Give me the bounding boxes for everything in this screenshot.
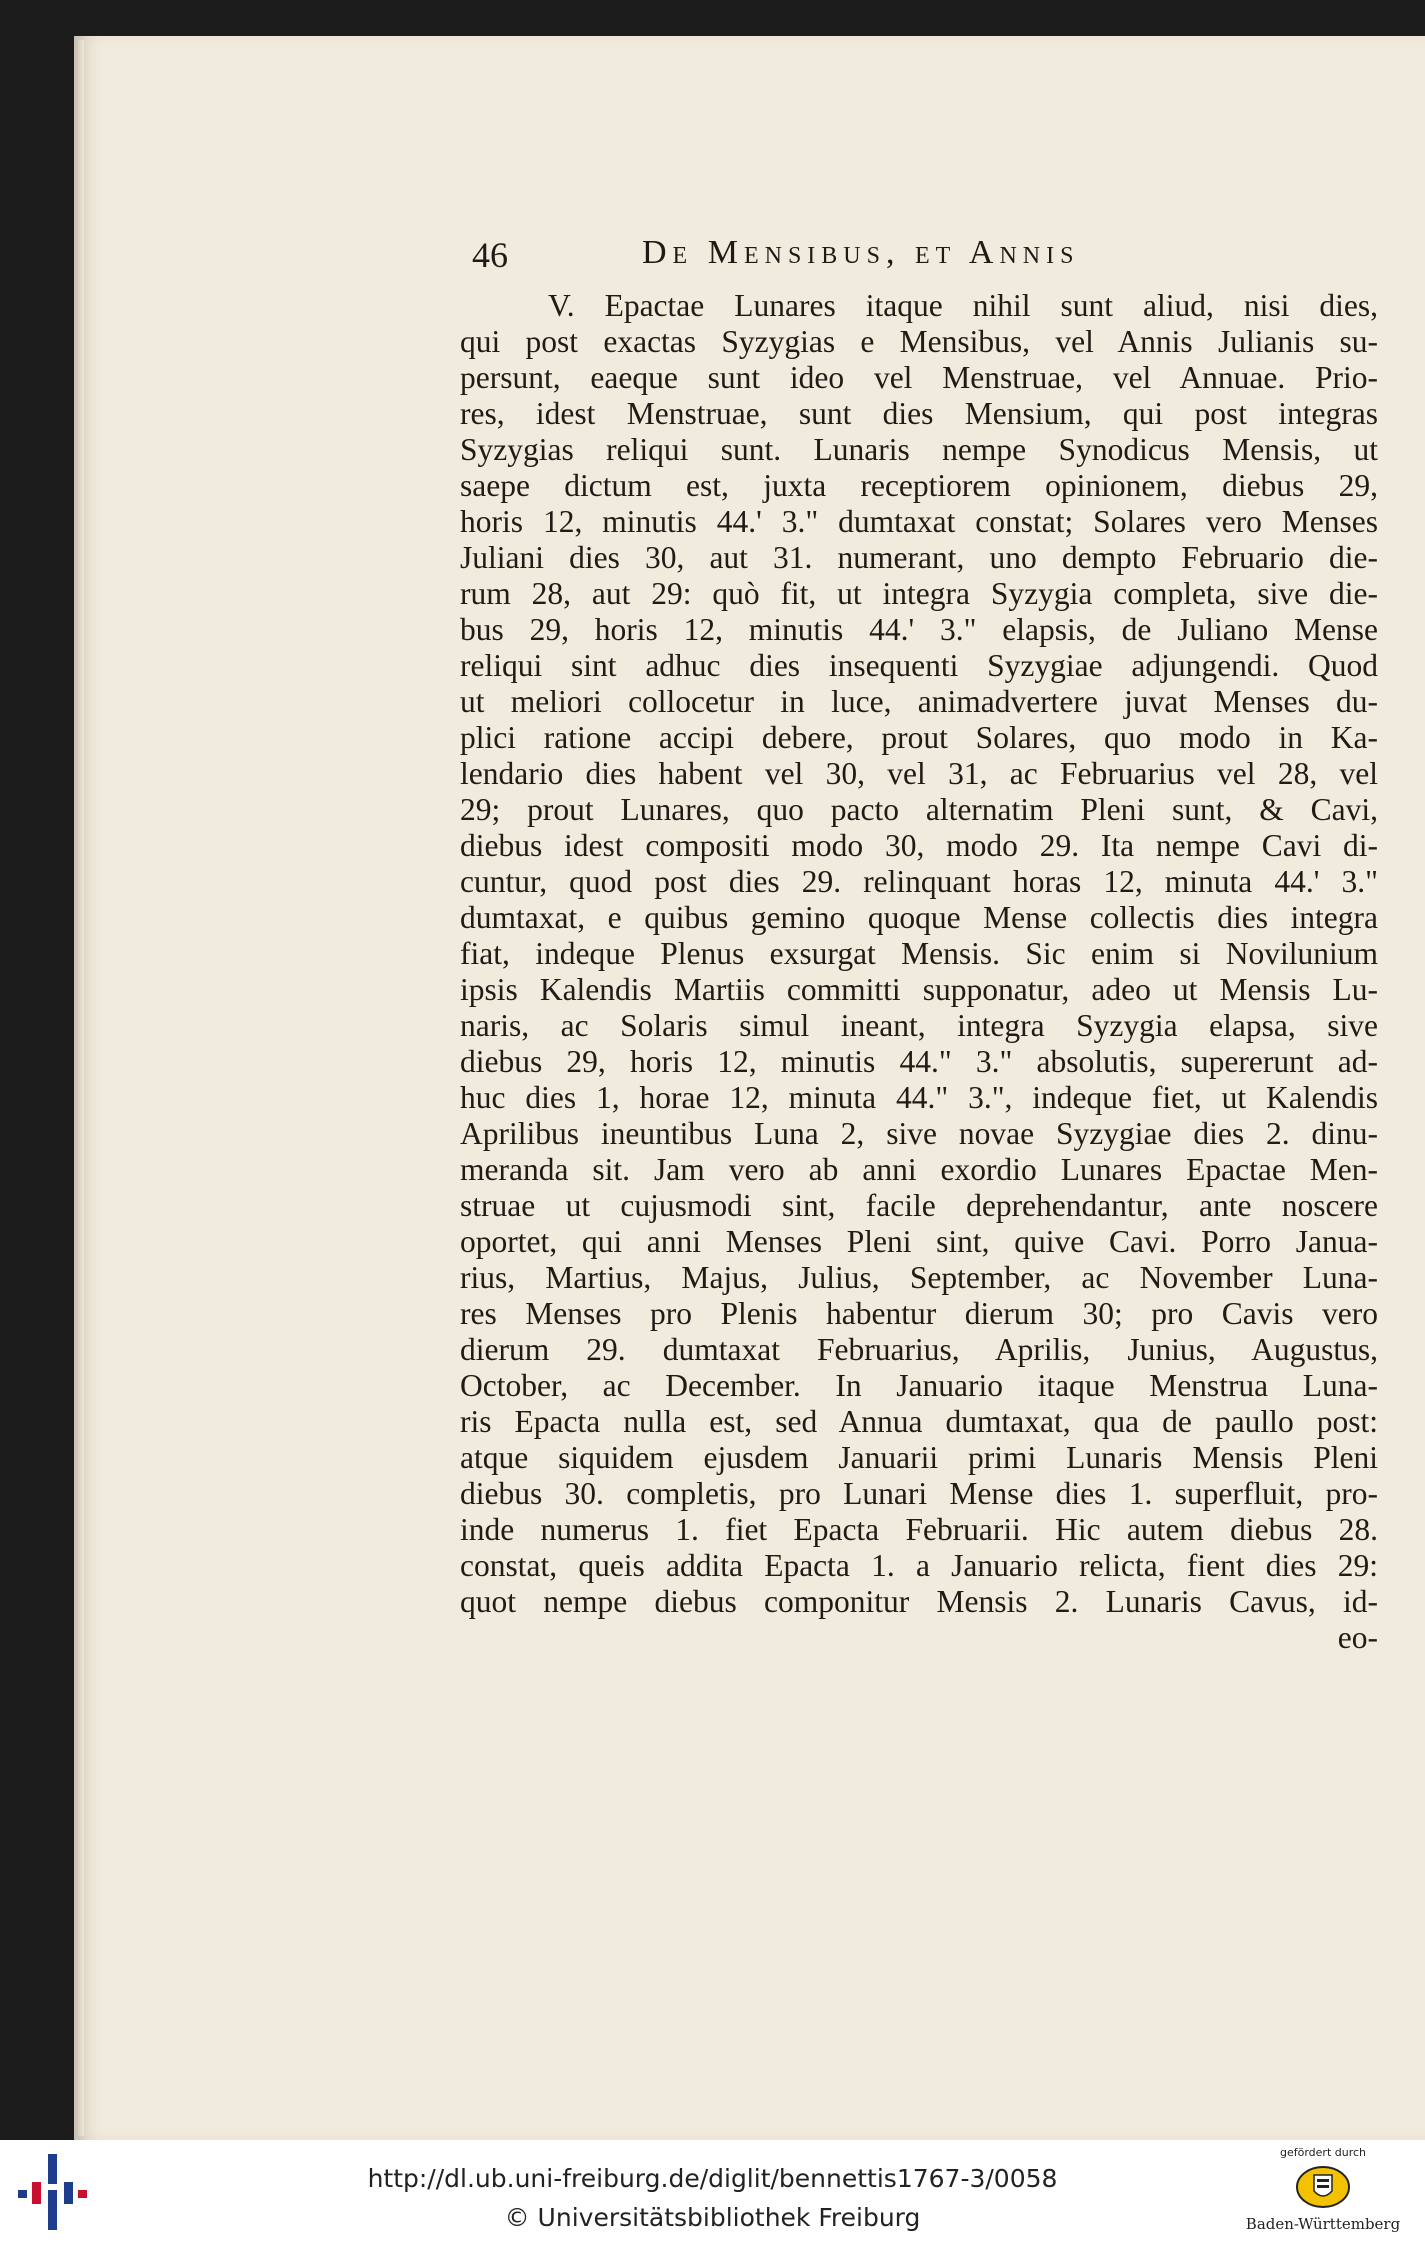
text-line: quot nempe diebus componitur Mensis 2. Lunaris Cavus, id- — [460, 1584, 1378, 1619]
text-line: diebus 30. completis, pro Lunari Mense dies 1. superfluit, pro- — [460, 1476, 1378, 1511]
text-line: diebus 29, horis 12, minutis 44." 3." absolutis, supererunt ad- — [460, 1044, 1378, 1079]
text-line: naris, ac Solaris simul ineant, integra Syzygia elapsa, sive — [460, 1008, 1378, 1043]
coat-of-arms-icon — [1295, 2165, 1351, 2209]
text-line: lendario dies habent vel 30, vel 31, ac Februarius vel 28, vel — [460, 756, 1378, 791]
funder-name: Baden-Württemberg — [1245, 2215, 1401, 2233]
funder-label: gefördert durch — [1279, 2146, 1367, 2159]
text-line: constat, queis addita Epacta 1. a Januario relicta, fient dies 29: — [460, 1548, 1378, 1583]
text-line: meranda sit. Jam vero ab anni exordio Lunares Epactae Men- — [460, 1152, 1378, 1187]
text-line: V. Epactae Lunares itaque nihil sunt aliud, nisi dies, — [548, 288, 1378, 323]
text-line: struae ut cujusmodi sint, facile deprehendantur, ante noscere — [460, 1188, 1378, 1223]
text-line: ut meliori collocetur in luce, animadvertere juvat Menses du- — [460, 684, 1378, 719]
funder-logo — [1228, 2144, 1418, 2240]
text-line: dierum 29. dumtaxat Februarius, Aprilis, Junius, Augustus, — [460, 1332, 1378, 1367]
text-line: res, idest Menstruae, sunt dies Mensium, qui post integras — [460, 396, 1378, 431]
text-line: oportet, qui anni Menses Pleni sint, quive Cavi. Porro Janua- — [460, 1224, 1378, 1259]
text-line: reliqui sint adhuc dies insequenti Syzygiae adjungendi. Quod — [460, 648, 1378, 683]
permalink-url[interactable]: http://dl.ub.uni-freiburg.de/diglit/bennettis1767-3/0058 — [367, 2164, 1058, 2193]
text-line: 29; prout Lunares, quo pacto alternatim Pleni sunt, & Cavi, — [460, 792, 1378, 827]
text-line: horis 12, minutis 44.' 3." dumtaxat constat; Solares vero Menses — [460, 504, 1378, 539]
text-line: dumtaxat, e quibus gemino quoque Mense collectis dies integra — [460, 900, 1378, 935]
text-line: res Menses pro Plenis habentur dierum 30; pro Cavis vero — [460, 1296, 1378, 1331]
text-line: eo- — [1337, 1620, 1378, 1655]
text-line: ipsis Kalendis Martiis committi supponatur, adeo ut Mensis Lu- — [460, 972, 1378, 1007]
text-line: persunt, eaeque sunt ideo vel Menstruae, vel Annuae. Prio- — [460, 360, 1378, 395]
running-title: De Mensibus, et Annis — [642, 234, 1080, 271]
text-line: Aprilibus ineuntibus Luna 2, sive novae Syzygiae dies 2. dinu- — [460, 1116, 1378, 1151]
text-line: huc dies 1, horae 12, minuta 44." 3.", indeque fiet, ut Kalendis — [460, 1080, 1378, 1115]
text-line: rius, Martius, Majus, Julius, September, ac November Luna- — [460, 1260, 1378, 1295]
text-line: Syzygias reliqui sunt. Lunaris nempe Synodicus Mensis, ut — [460, 432, 1378, 467]
text-line: atque siquidem ejusdem Januarii primi Lunaris Mensis Pleni — [460, 1440, 1378, 1475]
page-number: 46 — [472, 235, 508, 275]
text-line: diebus idest compositi modo 30, modo 29. Ita nempe Cavi di- — [460, 828, 1378, 863]
page-edge — [78, 40, 84, 2136]
text-line: plici ratione accipi debere, prout Solares, quo modo in Ka- — [460, 720, 1378, 755]
text-line: ris Epacta nulla est, sed Annua dumtaxat, qua de paullo post: — [460, 1404, 1378, 1439]
footer-bar — [0, 2140, 1425, 2242]
text-line: cuntur, quod post dies 29. relinquant horas 12, minuta 44.' 3." — [460, 864, 1378, 899]
text-line: Juliani dies 30, aut 31. numerant, uno dempto Februario die- — [460, 540, 1378, 575]
page-header — [472, 234, 1212, 284]
text-line: inde numerus 1. fiet Epacta Februarii. Hic autem diebus 28. — [460, 1512, 1378, 1547]
text-line: saepe dictum est, juxta receptiorem opinionem, diebus 29, — [460, 468, 1378, 503]
text-line: rum 28, aut 29: quò fit, ut integra Syzygia completa, sive die- — [460, 576, 1378, 611]
text-line: qui post exactas Syzygias e Mensibus, vel Annis Julianis su- — [460, 324, 1378, 359]
body-text — [460, 288, 1378, 1656]
text-line: October, ac December. In Januario itaque Menstrua Luna- — [460, 1368, 1378, 1403]
text-line: bus 29, horis 12, minutis 44.' 3." elapsis, de Juliano Mense — [460, 612, 1378, 647]
copyright-notice: © Universitätsbibliothek Freiburg — [504, 2203, 921, 2232]
text-line: fiat, indeque Plenus exsurgat Mensis. Sic enim si Novilunium — [460, 936, 1378, 971]
